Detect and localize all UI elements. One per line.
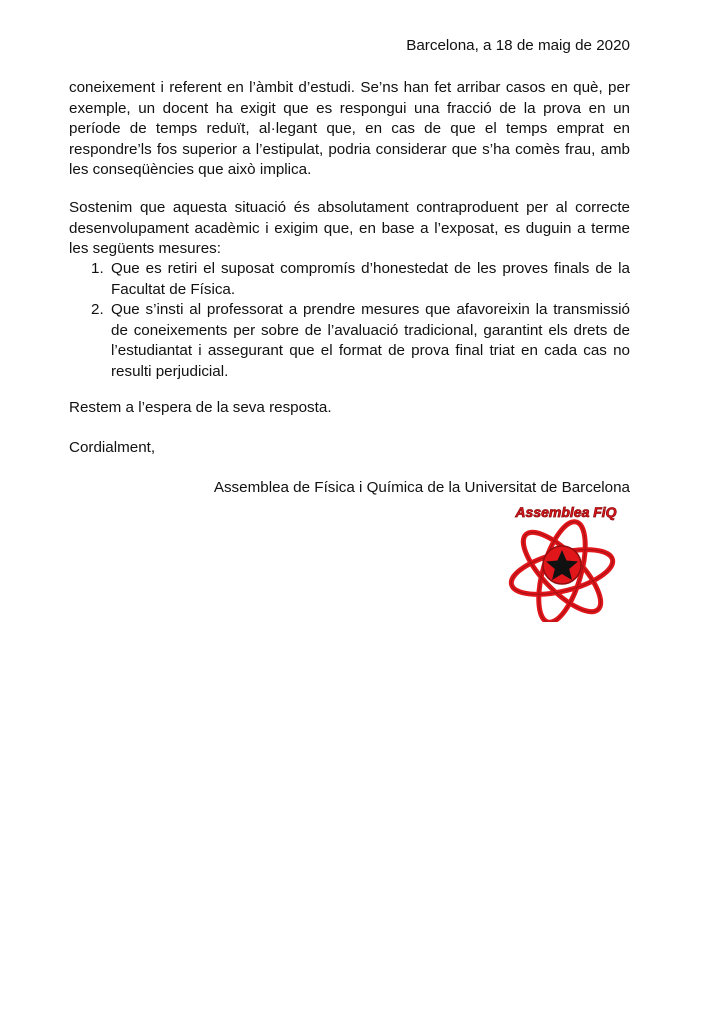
date-line: Barcelona, a 18 de maig de 2020 xyxy=(406,37,630,54)
list-item-number: 1. xyxy=(91,260,104,277)
list-item-text: Que es retiri el suposat compromís d’honestedat de les proves finals de la Facultat de Física. xyxy=(111,260,630,298)
list-item-text: Que s’insti al professorat a prendre mesures que afavoreixin la transmissió de coneixements per sobre de l’avaluació tradicional, garantint els drets de l’estudiantat i assegurant que el format de prova final triat en cada cas no resulti perjudicial. xyxy=(111,301,630,380)
paragraph-1: coneixement i referent en l’àmbit d’estudi. Se’ns han fet arribar casos en què, per exemple, un docent ha exigit que es respongui una fracció de la prova en un període de temps reduït, al·legant que, en cas de que el temps emprat en respondre’ls fos superior a l’estipulat, podria considerar que s’ha comès frau, amb les conseqüències que això implica. xyxy=(69,79,630,178)
logo-text: Assemblea FiQ xyxy=(515,504,617,520)
list-item xyxy=(69,259,630,300)
list-item-number: 2. xyxy=(91,301,104,318)
paragraph-2: Sostenim que aquesta situació és absolutament contraproduent per al correcte desenvolupament acadèmic i exigim que, en base a l’exposat, es duguin a terme les següents mesures: xyxy=(69,199,630,257)
closing-line: Restem a l’espera de la seva resposta. xyxy=(69,399,332,416)
list-item xyxy=(69,300,630,382)
assemblea-fiq-logo xyxy=(502,500,630,622)
signature: Assemblea de Física i Química de la Universitat de Barcelona xyxy=(213,479,630,496)
salutation: Cordialment, xyxy=(69,439,156,456)
measures-list xyxy=(69,259,630,382)
